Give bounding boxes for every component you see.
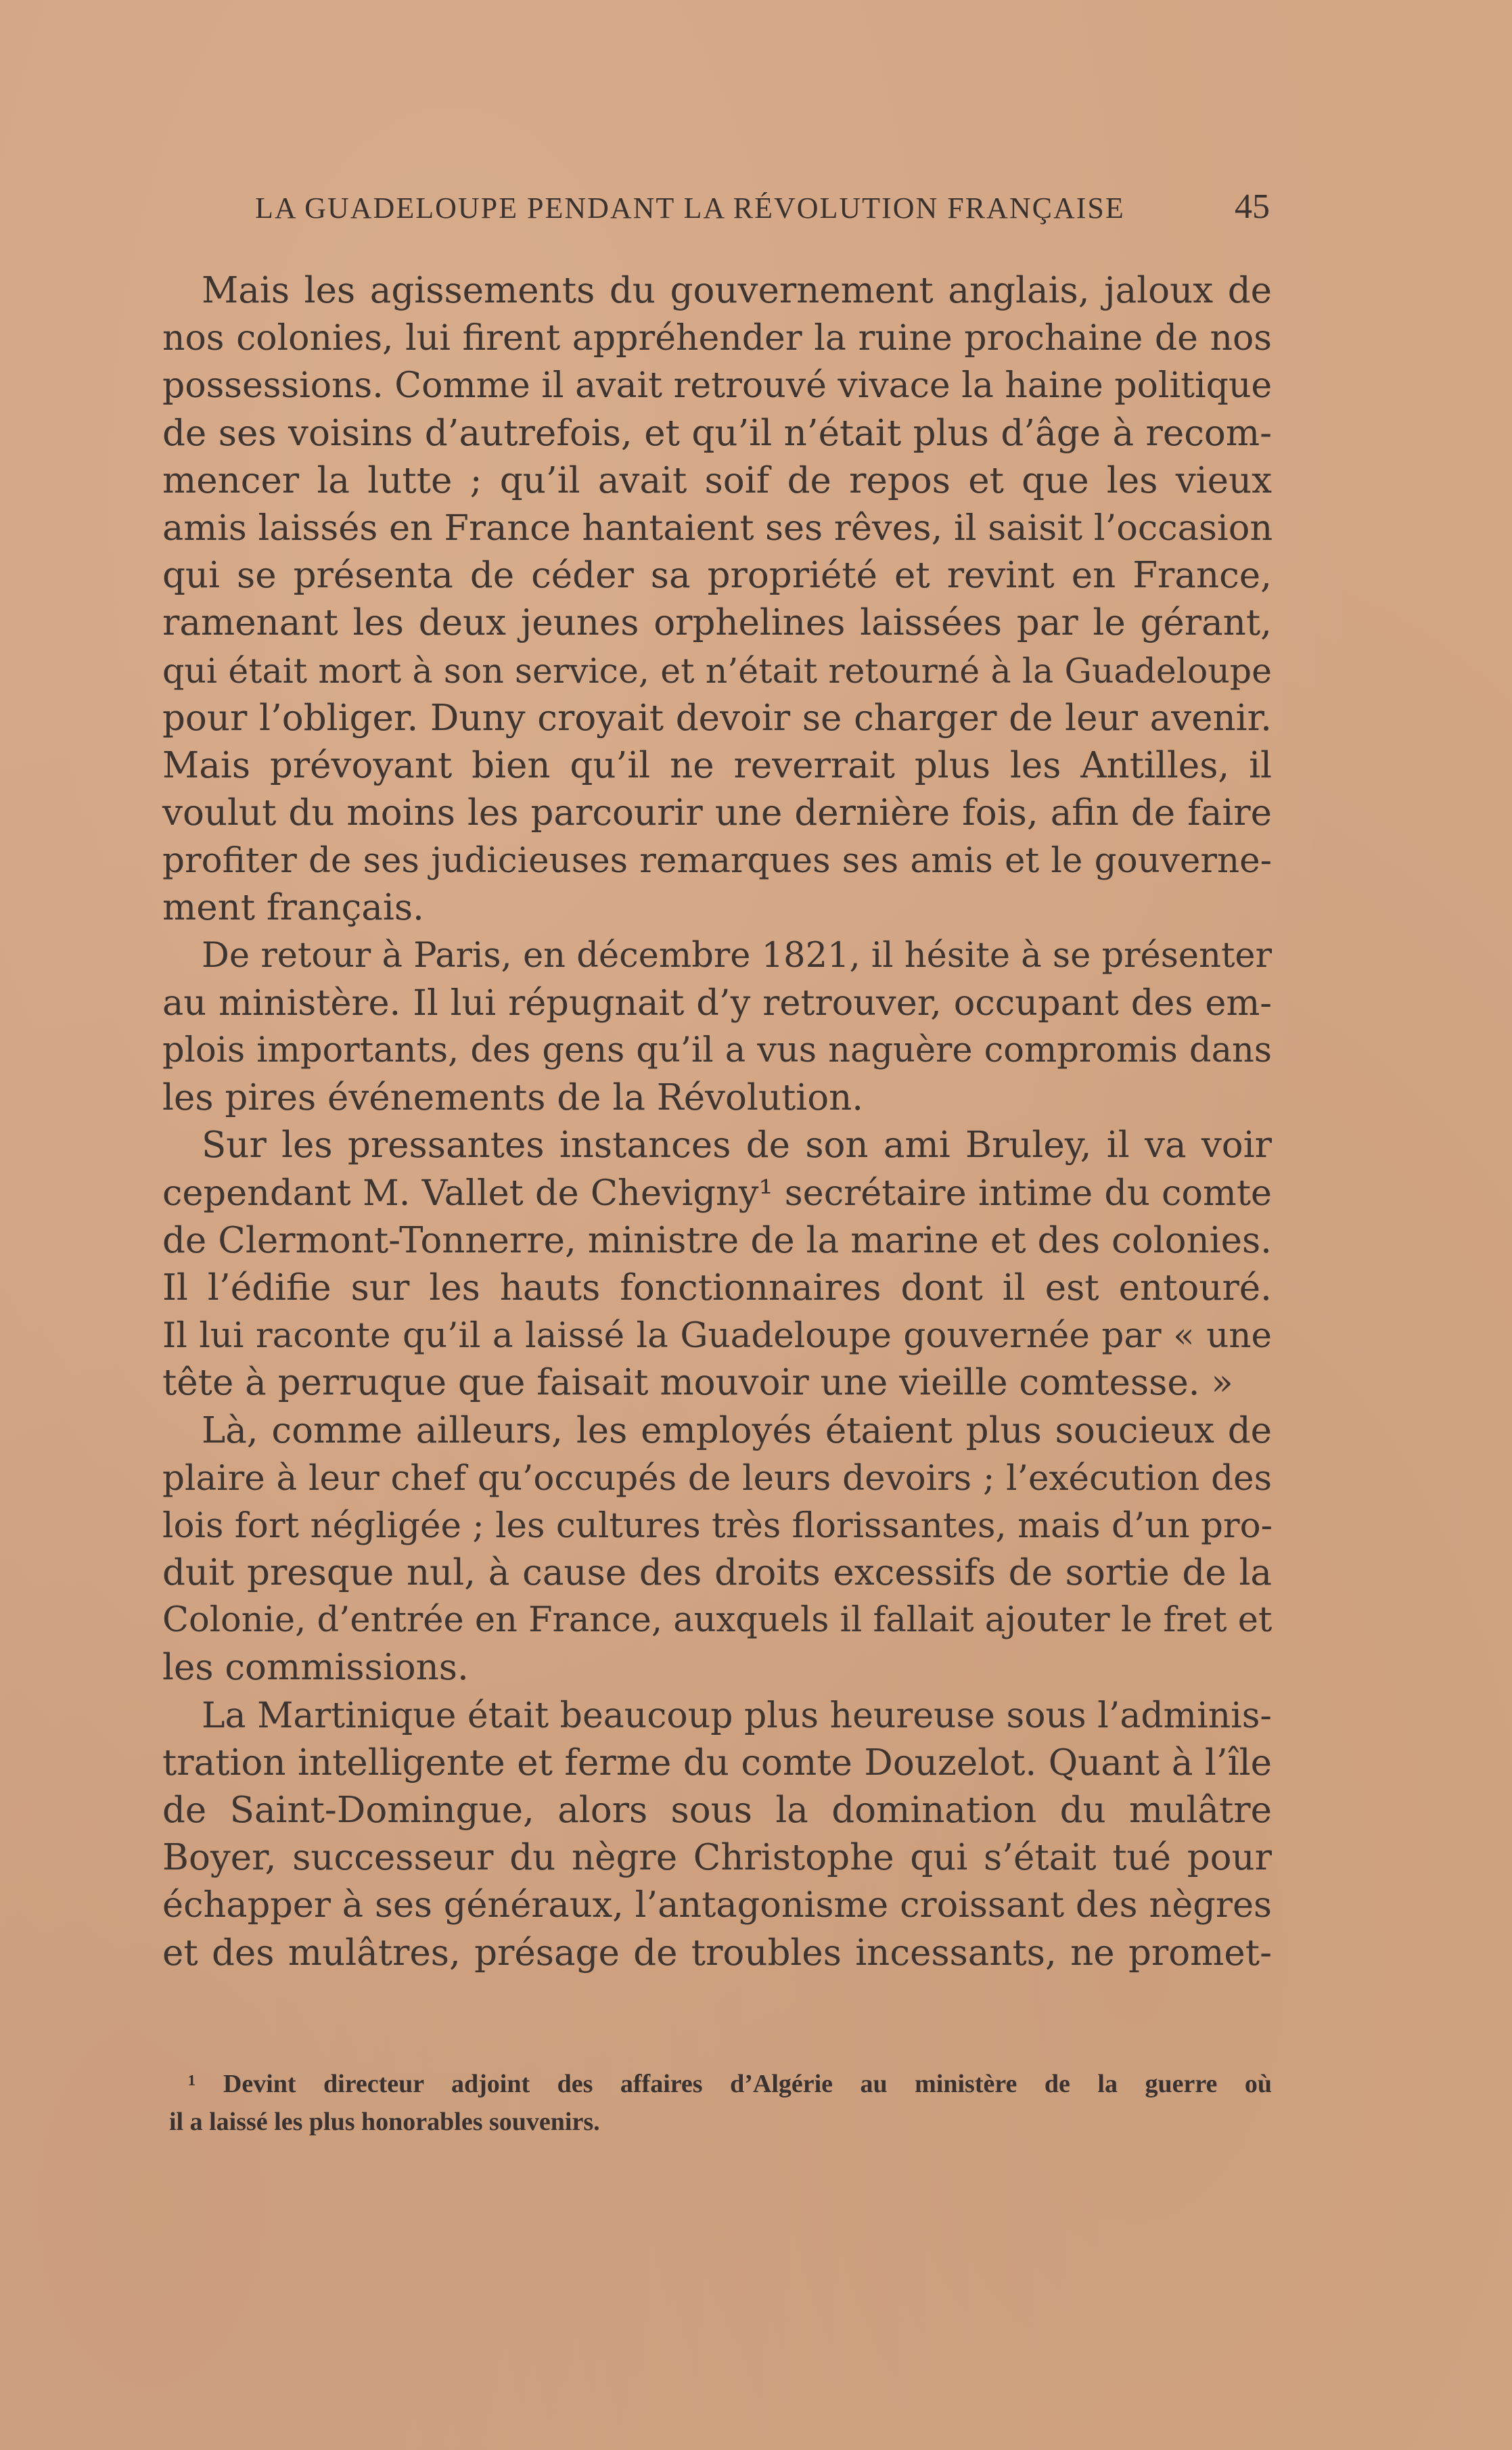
- text-line: La Martinique était beaucoup plus heureuse sous l’adminis-: [202, 1695, 1272, 1736]
- page-number: 45: [1235, 187, 1270, 226]
- footnote-line: il a laissé les plus honorables souvenirs.: [169, 2108, 600, 2136]
- text-line: amis laissés en France hantaient ses rêves, il saisit l’occasion: [162, 507, 1273, 549]
- body-text: [162, 267, 1272, 1977]
- text-line: possessions. Comme il avait retrouvé vivace la haine politique: [162, 365, 1273, 407]
- text-line: les commissions.: [162, 1647, 469, 1689]
- text-line: Il lui raconte qu’il a laissé la Guadeloupe gouvernée par « une: [162, 1315, 1272, 1357]
- text-line: lois fort négligée ; les cultures très florissantes, mais d’un pro-: [162, 1505, 1273, 1546]
- text-line: tration intelligente et ferme du comte Douzelot. Quant à l’île: [162, 1742, 1272, 1784]
- text-line: Il l’édifie sur les hauts fonctionnaires dont il est entouré.: [162, 1267, 1272, 1309]
- text-line: pour l’obliger. Duny croyait devoir se charger de leur avenir.: [162, 697, 1272, 739]
- text-line: Colonie, d’entrée en France, auxquels il fallait ajouter le fret et: [162, 1600, 1273, 1641]
- text-line: De retour à Paris, en décembre 1821, il hésite à se présenter: [202, 935, 1272, 976]
- text-line: qui se présenta de céder sa propriété et revint en France,: [162, 555, 1272, 597]
- text-line: échapper à ses généraux, l’antagonisme croissant des nègres: [162, 1884, 1272, 1926]
- text-line: qui était mort à son service, et n’était retourné à la Guadeloupe: [162, 650, 1272, 691]
- text-line: ment français.: [162, 887, 424, 929]
- text-line: les pires événements de la Révolution.: [162, 1077, 864, 1119]
- text-line: de Saint-Domingue, alors sous la domination du mulâtre: [162, 1790, 1272, 1831]
- text-line: mencer la lutte ; qu’il avait soif de repos et que les vieux: [162, 459, 1272, 501]
- text-line: Mais prévoyant bien qu’il ne reverrait plus les Antilles, il: [162, 744, 1272, 786]
- text-line: voulut du moins les parcourir une dernière fois, afin de faire: [162, 792, 1272, 834]
- text-line: au ministère. Il lui répugnait d’y retrouver, occupant des em-: [162, 982, 1272, 1024]
- text-line: et des mulâtres, présage de troubles incessants, ne promet-: [162, 1932, 1272, 1974]
- text-line: Sur les pressantes instances de son ami Bruley, il va voir: [202, 1125, 1272, 1166]
- text-line: Boyer, successeur du nègre Christophe qui s’était tué pour: [162, 1837, 1272, 1879]
- text-line: duit presque nul, à cause des droits excessifs de sortie de la: [162, 1552, 1272, 1594]
- text-line: nos colonies, lui firent appréhender la ruine prochaine de nos: [162, 318, 1272, 359]
- footnotes: [169, 2065, 1272, 2141]
- text-line: de ses voisins d’autrefois, et qu’il n’était plus d’âge à recom-: [162, 412, 1272, 454]
- text-line: plaire à leur chef qu’occupés de leurs devoirs ; l’exécution des: [162, 1457, 1272, 1499]
- text-line: ramenant les deux jeunes orphelines laissées par le gérant,: [162, 602, 1272, 644]
- text-line: cependant M. Vallet de Chevigny¹ secrétaire intime du comte: [162, 1172, 1272, 1214]
- text-line: tête à perruque que faisait mouvoir une vieille comtesse. »: [162, 1362, 1233, 1404]
- text-line: profiter de ses judicieuses remarques ses amis et le gouverne-: [162, 840, 1272, 882]
- text-line: Mais les agissements du gouvernement anglais, jaloux de: [202, 270, 1272, 311]
- page-header: [255, 187, 1270, 238]
- text-line: Là, comme ailleurs, les employés étaient plus soucieux de: [202, 1409, 1272, 1451]
- text-line: de Clermont-Tonnerre, ministre de la marine et des colonies.: [162, 1219, 1272, 1261]
- running-title: LA GUADELOUPE PENDANT LA RÉVOLUTION FRANÇAISE: [255, 191, 1125, 225]
- footnote-line: ¹ Devint directeur adjoint des affaires d’Algérie au ministère de la guerre où: [188, 2070, 1272, 2098]
- text-line: plois importants, des gens qu’il a vus naguère compromis dans: [162, 1030, 1272, 1070]
